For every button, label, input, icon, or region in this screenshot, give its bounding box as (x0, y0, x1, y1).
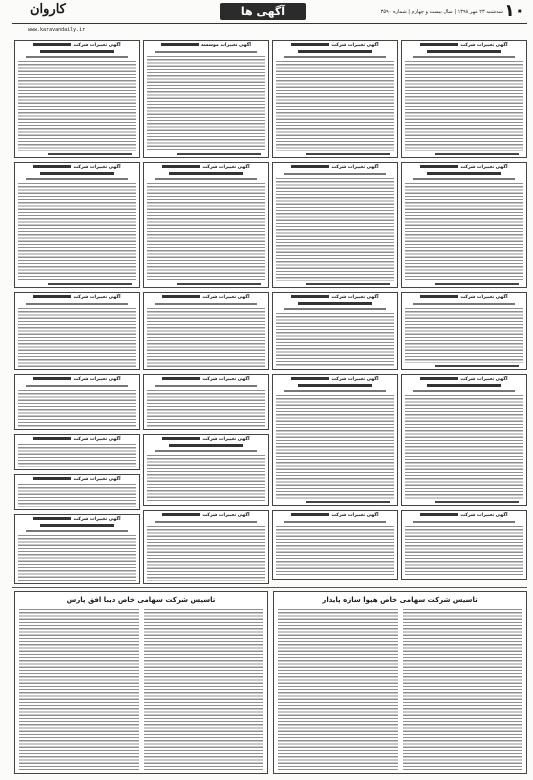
ad-footer-line (48, 153, 132, 155)
ad-title (18, 477, 136, 483)
date-line: سه‌شنبه ۲۳ مهر ۱۳۹۸ | سال بیست و چهارم | شماره ۳۵۹۰ (380, 9, 503, 15)
ad-box (143, 510, 269, 584)
ad-registration-line (284, 308, 386, 310)
company-name-mark (291, 43, 329, 46)
ad-registration-line (413, 56, 515, 58)
ad-body-text (276, 313, 394, 367)
ad-body-text (405, 395, 523, 499)
ad-footer-line (306, 501, 390, 503)
ad-title (147, 295, 265, 301)
ad-registration-line (284, 173, 386, 175)
ad-box (14, 162, 140, 288)
ad-body-text (18, 61, 136, 151)
ad-body-text (18, 308, 136, 367)
ad-body-text (147, 56, 265, 151)
ad-title (147, 43, 265, 49)
company-name-mark (33, 43, 71, 46)
ad-registration-line (26, 385, 128, 387)
ad-title-text: آگهی تغییرات شرکت (460, 165, 508, 170)
company-name-mark (291, 377, 329, 380)
company-name-mark (162, 437, 200, 440)
ad-footer-line (306, 153, 390, 155)
founding-body-column (403, 609, 523, 770)
ad-registration-line (26, 303, 128, 305)
ad-registration-line (155, 450, 257, 452)
ad-title (147, 377, 265, 383)
ad-body-text (18, 484, 136, 507)
founding-notice-right (273, 591, 527, 774)
founding-body-column (144, 609, 264, 770)
ad-body-text (276, 61, 394, 151)
ad-footer-line (435, 283, 519, 285)
ad-footer-line (306, 283, 390, 285)
ad-body-text (147, 526, 265, 581)
company-name-mark (420, 295, 458, 298)
ad-title (18, 165, 136, 171)
founding-title: تاسیس شرکت سهامی خاص هیوا سازه پایدار (322, 596, 478, 604)
founding-notice-left (14, 591, 268, 774)
ad-title-text: آگهی تغییرات شرکت (202, 165, 250, 170)
ad-column-2 (272, 40, 398, 580)
ad-title-line (427, 50, 501, 53)
ad-title-text: آگهی تغییرات شرکت (73, 43, 121, 48)
ad-title-text: آگهی تغییرات شرکت (331, 377, 379, 382)
company-name-mark (162, 377, 200, 380)
ad-footer-line (177, 153, 261, 155)
ad-title-line (169, 172, 243, 175)
section-divider (12, 587, 527, 588)
ad-title-text: آگهی تغییرات شرکت (73, 165, 121, 170)
ad-title-line (427, 172, 501, 175)
company-name-mark (291, 513, 329, 516)
company-name-mark (420, 165, 458, 168)
company-name-mark (162, 295, 200, 298)
ad-body-text (276, 395, 394, 499)
newspaper-logo: کاروان (30, 2, 66, 17)
ad-title-text: آگهی تغییرات شرکت (202, 377, 250, 382)
ad-box (272, 292, 398, 370)
company-name-mark (420, 377, 458, 380)
ad-title (147, 513, 265, 519)
company-name-mark (161, 43, 199, 46)
ad-body-text (147, 308, 265, 367)
ad-box (143, 292, 269, 370)
company-name-mark (420, 43, 458, 46)
header-divider (12, 23, 527, 24)
ad-title (18, 377, 136, 383)
ad-title (276, 165, 394, 171)
ad-title-text: آگهی تغییرات شرکت (73, 377, 121, 382)
ad-box (272, 40, 398, 158)
ad-footer-line (48, 283, 132, 285)
page-number: ۱۰ (504, 1, 525, 21)
ad-body-text (147, 455, 265, 503)
ad-title (18, 295, 136, 301)
ad-registration-line (155, 385, 257, 387)
founding-body (278, 608, 522, 770)
ad-title (276, 377, 394, 383)
ad-registration-line (155, 178, 257, 180)
ad-box (143, 40, 269, 158)
ad-title (405, 165, 523, 171)
company-name-mark (162, 165, 200, 168)
ad-box (272, 374, 398, 506)
ad-footer-line (177, 283, 261, 285)
company-name-mark (291, 165, 329, 168)
ad-box (143, 162, 269, 288)
ad-body-text (276, 526, 394, 577)
ad-title-text: آگهی تغییرات شرکت (331, 295, 379, 300)
ad-box (272, 162, 398, 288)
ad-registration-line (26, 178, 128, 180)
ad-box (14, 292, 140, 370)
website-url: www.karavandaily.ir (28, 27, 86, 33)
ad-registration-line (284, 390, 386, 392)
ad-title (18, 43, 136, 49)
ad-column-4 (14, 40, 140, 584)
ad-title-text: آگهی تغییرات شرکت (460, 43, 508, 48)
company-name-mark (420, 513, 458, 516)
ad-body-text (405, 308, 523, 363)
ad-footer-line (435, 153, 519, 155)
ad-title (276, 513, 394, 519)
ad-title-text: آگهی تغییرات موسسه (201, 43, 251, 48)
ad-box (401, 292, 527, 370)
page-header (0, 0, 533, 24)
section-banner: آگهی ها (220, 3, 306, 20)
ad-title-line (169, 444, 243, 447)
ad-box (401, 40, 527, 158)
ad-registration-line (413, 303, 515, 305)
ad-title-text: آگهی تغییرات شرکت (460, 295, 508, 300)
ad-title-line (40, 50, 114, 53)
ad-registration-line (413, 178, 515, 180)
ad-title-text: آگهی تغییرات شرکت (331, 165, 379, 170)
ad-body-text (405, 61, 523, 151)
ad-body-text (405, 526, 523, 577)
founding-body-column (278, 609, 398, 770)
ad-title-text: آگهی تغییرات شرکت (202, 437, 250, 442)
ad-registration-line (413, 390, 515, 392)
company-name-mark (33, 377, 71, 380)
ad-box (14, 374, 140, 430)
ad-title-text: آگهی تغییرات شرکت (202, 295, 250, 300)
ad-column-3 (143, 40, 269, 584)
ad-title (276, 295, 394, 301)
ad-column-1 (401, 40, 527, 580)
ad-box (143, 434, 269, 506)
ad-registration-line (413, 521, 515, 523)
founding-title: تاسیس شرکت سهامی خاص دیبا افق پارس (66, 596, 216, 604)
ad-registration-line (155, 521, 257, 523)
company-name-mark (162, 513, 200, 516)
company-name-mark (33, 165, 71, 168)
company-name-mark (33, 517, 71, 520)
ad-title (147, 165, 265, 171)
ad-box (14, 434, 140, 470)
company-name-mark (33, 437, 71, 440)
ad-registration-line (26, 530, 128, 532)
ad-title (18, 437, 136, 443)
ad-box (272, 510, 398, 580)
ad-box (14, 474, 140, 510)
ad-box (401, 510, 527, 580)
ad-body-text (147, 183, 265, 281)
ad-title-text: آگهی تغییرات شرکت (331, 43, 379, 48)
ad-title-line (40, 172, 114, 175)
ad-title-text: آگهی تغییرات شرکت (73, 437, 121, 442)
ad-registration-line (284, 56, 386, 58)
ad-body-text (18, 444, 136, 467)
ad-registration-line (155, 303, 257, 305)
company-name-mark (291, 295, 329, 298)
ad-title (405, 513, 523, 519)
founding-body-column (19, 609, 139, 770)
ad-registration-line (155, 51, 257, 53)
ad-body-text (405, 183, 523, 281)
ad-title-text: آگهی تغییرات شرکت (331, 513, 379, 518)
ad-footer-line (435, 365, 519, 367)
ad-title-text: آگهی تغییرات شرکت (460, 513, 508, 518)
ad-title-text: آگهی تغییرات شرکت (202, 513, 250, 518)
ad-title (18, 517, 136, 523)
company-name-mark (33, 477, 71, 480)
ad-registration-line (284, 521, 386, 523)
ad-title-line (40, 524, 114, 527)
ad-box (14, 40, 140, 158)
ad-box (401, 374, 527, 506)
founding-body (19, 608, 263, 770)
ad-title-line (427, 384, 501, 387)
ad-title-line (298, 384, 372, 387)
ad-title-text: آگهی تغییرات شرکت (460, 377, 508, 382)
ad-box (14, 514, 140, 584)
ad-title-line (298, 50, 372, 53)
ad-title-text: آگهی تغییرات شرکت (73, 295, 121, 300)
ad-body-text (276, 178, 394, 281)
ad-body-text (18, 183, 136, 281)
ad-title-text: آگهی تغییرات شرکت (73, 517, 121, 522)
company-name-mark (33, 295, 71, 298)
ad-body-text (18, 390, 136, 427)
ad-title (147, 437, 265, 443)
ad-title (276, 43, 394, 49)
ad-title (405, 295, 523, 301)
ad-title (405, 377, 523, 383)
ad-registration-line (26, 56, 128, 58)
ad-title-line (298, 302, 372, 305)
ad-title (405, 43, 523, 49)
ad-box (401, 162, 527, 288)
ad-box (143, 374, 269, 430)
ad-body-text (18, 535, 136, 581)
ad-title-text: آگهی تغییرات شرکت (73, 477, 121, 482)
ad-body-text (147, 390, 265, 427)
ad-footer-line (435, 501, 519, 503)
